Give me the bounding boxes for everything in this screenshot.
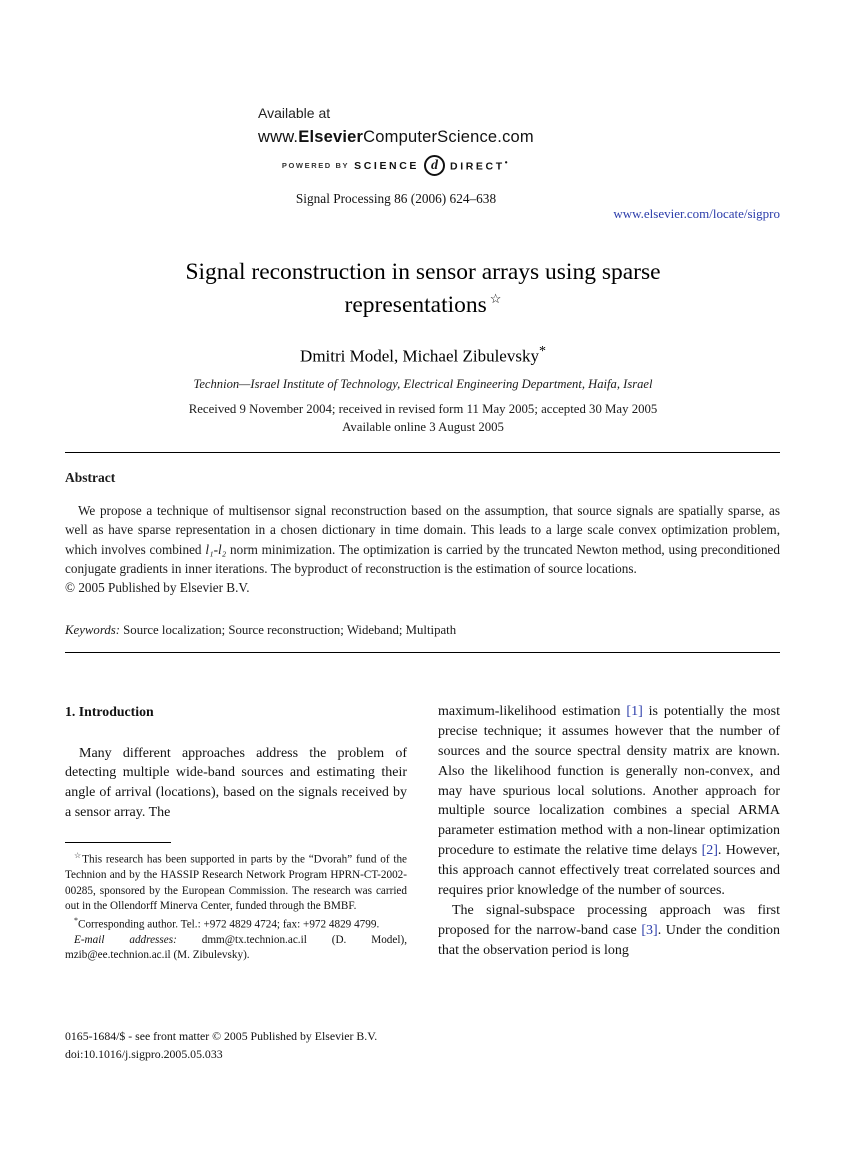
footnote-funding-text: This research has been supported in parts by the “Dvorah” fund of the Technion and by the HASSIP Research Network Program HPRN-CT-2002-00285, sponsored by the European Commission. The research was carried out in the Ollendorff Minerva Center, funded through the BMBF.	[65, 853, 407, 913]
footnote-star-mark: ☆	[74, 851, 83, 861]
email-addresses-label: E-mail addresses:	[74, 933, 177, 946]
elsevier-site-url	[258, 128, 534, 147]
keywords-label: Keywords:	[65, 623, 120, 638]
affiliation-line: Technion—Israel Institute of Technology, Electrical Engineering Department, Haifa, Israel	[193, 377, 653, 391]
keywords-line	[65, 623, 780, 638]
body-paragraph-2	[438, 901, 780, 961]
issn-front-matter-line: 0165-1684/$ - see front matter © 2005 Published by Elsevier B.V.	[65, 1029, 378, 1043]
site-elsevier: Elsevier	[298, 128, 364, 146]
section-heading-introduction: 1. Introduction	[65, 704, 154, 719]
citation-2[interactable]: [2]	[701, 843, 718, 859]
divider-bottom-of-abstract	[65, 652, 780, 653]
body-paragraph-1	[438, 702, 780, 901]
available-at-label: Available at	[258, 105, 331, 121]
journal-citation: Signal Processing 86 (2006) 624–638	[295, 191, 497, 206]
imprint-block	[65, 1027, 377, 1064]
footnote-corresponding	[65, 915, 407, 933]
sciencedirect-d-icon	[424, 155, 445, 176]
available-online-line: Available online 3 August 2005	[342, 420, 504, 434]
citation-3[interactable]: [3]	[641, 922, 658, 938]
abstract-text-2: norm minimization. The optimization is carried by the truncated Newton method, using preconditioned conjugate gradients in inner iterations. The byproduct of reconstruction is the estimation of source locations.	[65, 541, 781, 576]
sciencedirect-logo	[258, 155, 534, 176]
abstract-text-1: We propose a technique of multisensor signal reconstruction based on the assumption, that source signals are spatially sparse, as well as have sparse representation in a chosen dictionary in time domain. This leads to a large scale convex optimization problem, which involves combined	[65, 503, 780, 557]
footnote-asterisk-mark: *	[74, 915, 78, 925]
paragraph-text: . However, this approach cannot effectively treat correlated sources and requires prior knowledge of the number of sources.	[438, 843, 781, 898]
right-column	[438, 702, 780, 960]
copyright-line: © 2005 Published by Elsevier B.V.	[65, 580, 250, 596]
paragraph-text: The signal-subspace processing approach was first proposed for the narrow-band case	[438, 902, 780, 938]
title-line-2: representations	[344, 291, 487, 318]
paragraph-text: maximum-likelihood estimation	[438, 704, 627, 719]
powered-by-label: POWERED BY	[281, 161, 350, 170]
journal-locate-link[interactable]: www.elsevier.com/locate/sigpro	[613, 206, 780, 221]
paragraph-text: is potentially the most precise technique; it assumes however that the number of sources and the source spectral density matrix are known. Also the likelihood function is generally non-convex, and may have spurious local solutions. Another approach for multiple source localization combines a special ARMA parameter estimation method with a non-linear optimization procedure to estimate the relative time delays	[438, 704, 781, 859]
received-history-line: Received 9 November 2004; received in revised form 11 May 2005; accepted 30 May 2005	[188, 402, 658, 416]
footnote-funding	[65, 850, 407, 915]
paper-title	[40, 256, 806, 322]
site-rest: ComputerScience.com	[363, 128, 534, 146]
site-www: www.	[258, 128, 299, 146]
doi-line: doi:10.1016/j.sigpro.2005.05.033	[65, 1047, 223, 1062]
abstract-section	[65, 470, 780, 638]
abstract-heading: Abstract	[65, 470, 116, 485]
footnote-rule	[65, 842, 171, 843]
title-line-1: Signal reconstruction in sensor arrays using sparse	[185, 259, 661, 285]
title-footnote-mark[interactable]: ☆	[489, 291, 502, 307]
direct-dot: •	[504, 158, 511, 168]
d-glyph: d	[431, 157, 439, 173]
l1-l2-norm: l₁-l₂	[205, 541, 227, 557]
email-addresses-text: dmm@tx.technion.ac.il (D. Model), mzib@ee.technion.ac.il (M. Zibulevsky).	[65, 933, 407, 962]
direct-label: DIRECT•	[450, 158, 511, 173]
paragraph-text: . Under the condition that the observation period is long	[438, 922, 780, 958]
publisher-header	[258, 105, 534, 207]
keywords-list: Source localization; Source reconstruction; Wideband; Multipath	[119, 623, 457, 638]
footnote-block	[65, 842, 407, 964]
abstract-text	[65, 501, 780, 578]
divider-top-of-abstract	[65, 452, 780, 453]
science-label: SCIENCE	[354, 159, 420, 172]
citation-1[interactable]: [1]	[626, 704, 643, 719]
author-names: Dmitri Model, Michael Zibulevsky	[300, 346, 539, 366]
authors-line	[0, 344, 846, 367]
intro-paragraph: Many different approaches address the problem of detecting multiple wide-band sources and estimating their angle of arrival (locations), based on the signals received by a sensor array. The	[65, 745, 407, 821]
body-columns	[65, 702, 780, 964]
footnote-emails	[65, 933, 407, 964]
left-column	[65, 702, 407, 964]
corresponding-author-mark[interactable]: *	[538, 344, 546, 359]
footnote-corresponding-text: Corresponding author. Tel.: +972 4829 4724; fax: +972 4829 4799.	[78, 918, 380, 931]
